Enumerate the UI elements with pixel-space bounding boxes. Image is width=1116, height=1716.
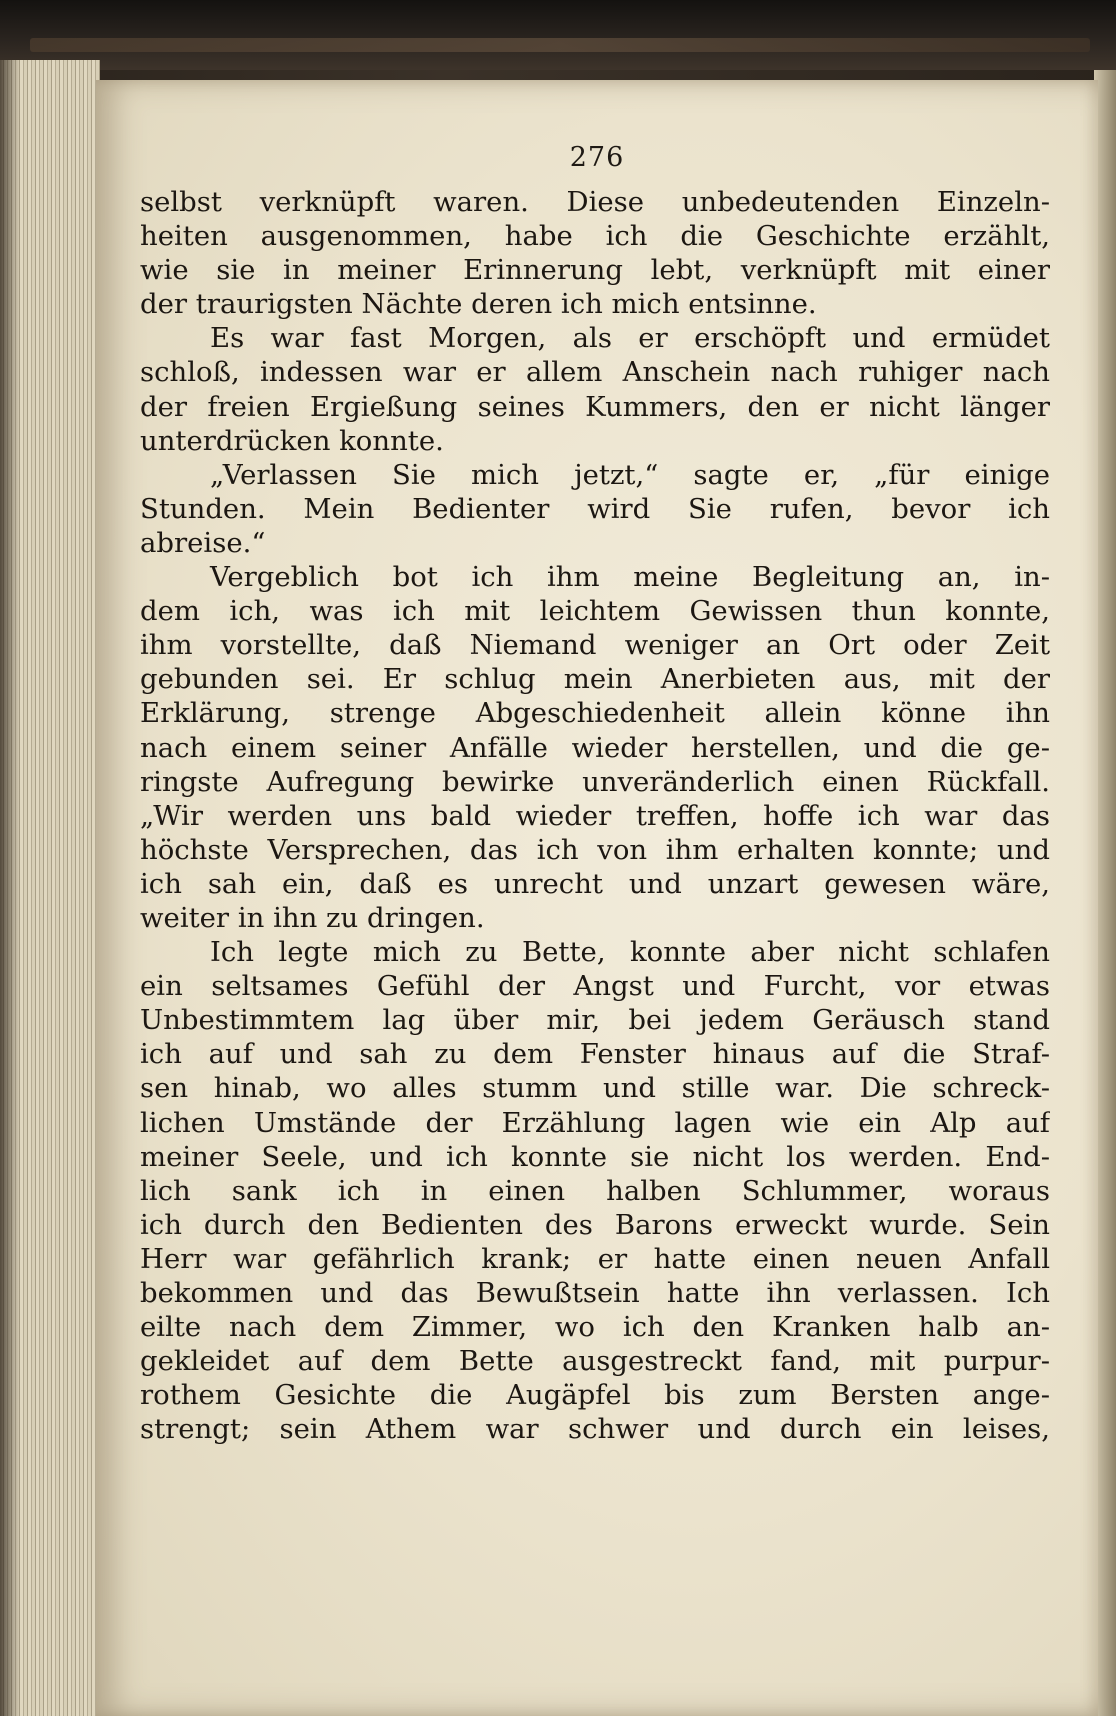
text-line: ein seltsames Gefühl der Angst und Furcht, vor etwas — [140, 970, 1050, 1003]
headband — [30, 38, 1090, 52]
text-line: Es war fast Morgen, als er erschöpft und ermüdet — [210, 322, 1050, 355]
text-line: der freien Ergießung seines Kummers, den er nicht länger — [140, 390, 1050, 423]
text-line: ich auf und sah zu dem Fenster hinaus auf die Straf- — [140, 1038, 1050, 1071]
book-binding — [0, 0, 1116, 70]
text-line: „Verlassen Sie mich jetzt,“ sagte er, „für einige — [210, 458, 1050, 491]
text-line: höchste Versprechen, das ich von ihm erhalten konnte; und — [140, 833, 1050, 866]
text-line: lichen Umstände der Erzählung lagen wie ein Alp auf — [140, 1106, 1050, 1139]
text-line: meiner Seele, und ich konnte sie nicht los werden. End- — [140, 1140, 1050, 1173]
text-line: Ich legte mich zu Bette, konnte aber nicht schlafen — [210, 936, 1050, 969]
text-line: abreise.“ — [140, 526, 266, 559]
text-line: dem ich, was ich mit leichtem Gewissen thun konnte, — [140, 595, 1050, 628]
text-line: Erklärung, strenge Abgeschiedenheit allein könne ihn — [140, 697, 1050, 730]
text-line: weiter in ihn zu dringen. — [140, 901, 485, 934]
text-line: unterdrücken konnte. — [140, 424, 444, 457]
text-line: ihm vorstellte, daß Niemand weniger an Ort oder Zeit — [140, 629, 1050, 662]
text-line: strengt; sein Athem war schwer und durch ein leises, — [140, 1413, 1050, 1446]
text-line: schloß, indessen war er allem Anschein nach ruhiger nach — [140, 356, 1050, 389]
text-line: Vergeblich bot ich ihm meine Begleitung an, in- — [210, 561, 1050, 594]
text-line: bekommen und das Bewußtsein hatte ihn verlassen. Ich — [140, 1277, 1050, 1309]
text-line: rothem Gesichte die Augäpfel bis zum Bersten ange- — [140, 1379, 1050, 1412]
text-line: Unbestimmtem lag über mir, bei jedem Geräusch stand — [140, 1004, 1050, 1037]
text-line: heiten ausgenommen, habe ich die Geschichte erzählt, — [140, 220, 1050, 253]
page-edges — [0, 60, 100, 1716]
text-line: gekleidet auf dem Bette ausgestreckt fand, mit purpur- — [140, 1345, 1050, 1378]
text-line: Herr war gefährlich krank; er hatte einen neuen Anfall — [140, 1242, 1050, 1275]
text-line: ringste Aufregung bewirke unveränderlich einen Rückfall. — [140, 765, 1050, 798]
text-line: ich durch den Bedienten des Barons erweckt wurde. Sein — [140, 1208, 1050, 1241]
text-line: nach einem seiner Anfälle wieder herstellen, und die ge- — [140, 731, 1050, 764]
text-line: „Wir werden uns bald wieder treffen, hoffe ich war das — [140, 799, 1050, 832]
text-line: wie sie in meiner Erinnerung lebt, verknüpft mit einer — [140, 254, 1050, 287]
text-line: Stunden. Mein Bedienter wird Sie rufen, bevor ich — [140, 492, 1050, 525]
text-line: ich sah ein, daß es unrecht und unzart gewesen wäre, — [140, 867, 1050, 900]
page-text — [140, 185, 1050, 1446]
text-line: lich sank ich in einen halben Schlummer, woraus — [140, 1174, 1050, 1207]
text-line: gebunden sei. Er schlug mein Anerbieten aus, mit der — [140, 663, 1050, 696]
text-line: sen hinab, wo alles stumm und stille war. Die schreck- — [140, 1072, 1050, 1105]
text-line: selbst verknüpft waren. Diese unbedeutenden Einzeln- — [140, 186, 1050, 218]
text-line: eilte nach dem Zimmer, wo ich den Kranken halb an- — [140, 1311, 1050, 1344]
text-line: der traurigsten Nächte deren ich mich entsinne. — [140, 288, 817, 321]
page-number: 276 — [569, 142, 625, 173]
